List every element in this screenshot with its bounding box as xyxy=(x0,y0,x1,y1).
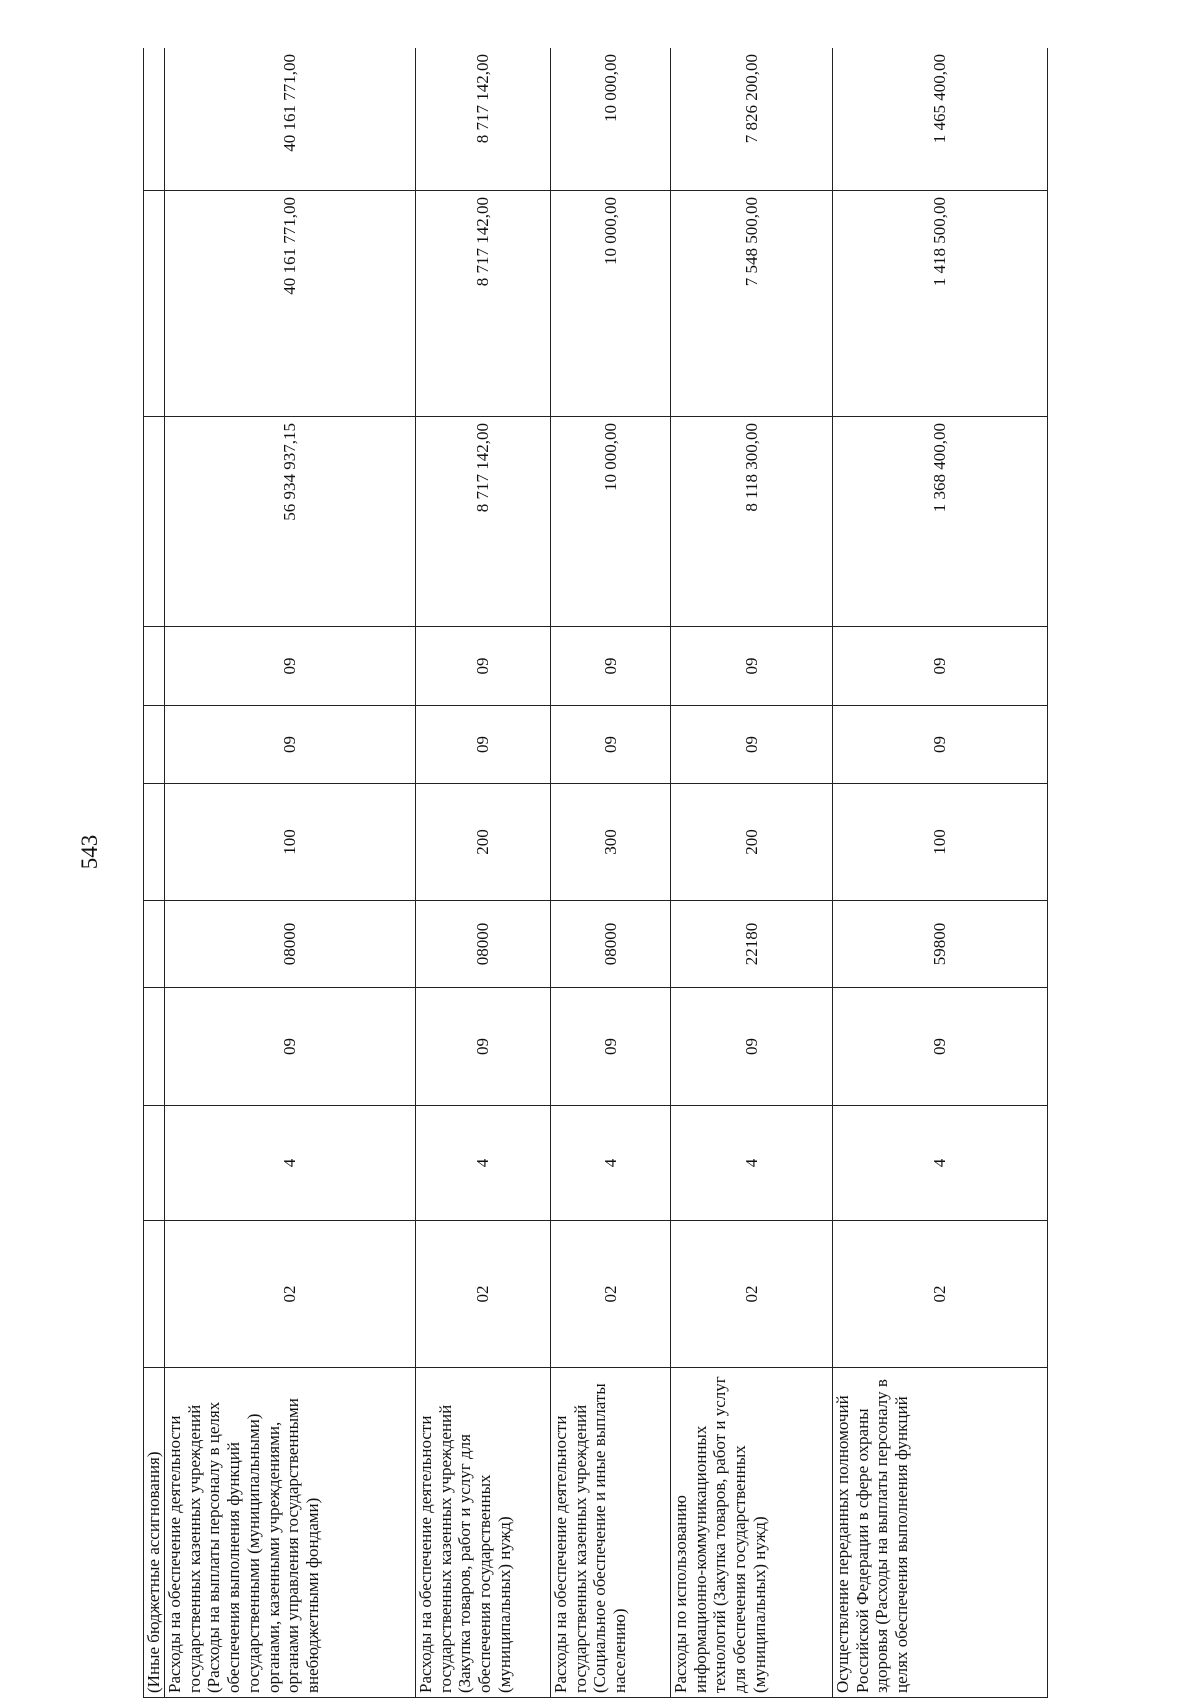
empty-cell xyxy=(144,191,165,417)
code-cell: 09 xyxy=(165,988,416,1106)
empty-cell xyxy=(144,417,165,627)
code-cell: 300 xyxy=(551,784,671,901)
empty-cell xyxy=(144,706,165,784)
amount-cell: 8 717 142,00 xyxy=(416,417,551,627)
amount-cell: 1 465 400,00 xyxy=(833,48,1048,191)
code-cell: 4 xyxy=(833,1106,1048,1221)
code-cell: 4 xyxy=(165,1106,416,1221)
table-row xyxy=(551,48,671,1698)
code-cell: 09 xyxy=(416,627,551,706)
row-description: Расходы на обеспечение деятельности государственных казенных учреждений (Социальное обеспечение и иные выплаты населению) xyxy=(551,1368,671,1698)
table-row xyxy=(144,48,165,1698)
amount-cell: 8 717 142,00 xyxy=(416,191,551,417)
table-row xyxy=(165,48,416,1698)
code-cell: 09 xyxy=(671,627,833,706)
amount-cell: 40 161 771,00 xyxy=(165,191,416,417)
row-description: Расходы по использованию информационно-коммуникационных технологий (Закупка товаров, работ и услуг для обеспечения государственных (муниципальных) нужд) xyxy=(671,1368,833,1698)
table-row xyxy=(833,48,1048,1698)
code-cell: 09 xyxy=(416,988,551,1106)
empty-cell xyxy=(144,1106,165,1221)
code-cell: 100 xyxy=(165,784,416,901)
code-cell: 4 xyxy=(551,1106,671,1221)
amount-cell: 7 826 200,00 xyxy=(671,48,833,191)
amount-cell: 10 000,00 xyxy=(551,48,671,191)
code-cell: 08000 xyxy=(551,901,671,988)
code-cell: 100 xyxy=(833,784,1048,901)
code-cell: 02 xyxy=(671,1221,833,1368)
code-cell: 09 xyxy=(833,988,1048,1106)
amount-cell: 10 000,00 xyxy=(551,417,671,627)
amount-cell: 10 000,00 xyxy=(551,191,671,417)
amount-cell: 7 548 500,00 xyxy=(671,191,833,417)
code-cell: 09 xyxy=(671,706,833,784)
code-cell: 59800 xyxy=(833,901,1048,988)
amount-cell: 56 934 937,15 xyxy=(165,417,416,627)
code-cell: 09 xyxy=(165,627,416,706)
amount-cell: 8 118 300,00 xyxy=(671,417,833,627)
budget-table xyxy=(143,48,1048,1698)
code-cell: 200 xyxy=(416,784,551,901)
code-cell: 09 xyxy=(833,706,1048,784)
code-cell: 09 xyxy=(551,627,671,706)
code-cell: 4 xyxy=(671,1106,833,1221)
amount-cell: 8 717 142,00 xyxy=(416,48,551,191)
empty-cell xyxy=(144,784,165,901)
amount-cell: 1 368 400,00 xyxy=(833,417,1048,627)
code-cell: 02 xyxy=(833,1221,1048,1368)
code-cell: 4 xyxy=(416,1106,551,1221)
empty-cell xyxy=(144,48,165,191)
empty-cell xyxy=(144,988,165,1106)
empty-cell xyxy=(144,627,165,706)
code-cell: 09 xyxy=(671,988,833,1106)
code-cell: 02 xyxy=(551,1221,671,1368)
code-cell: 08000 xyxy=(416,901,551,988)
row-description: Расходы на обеспечение деятельности государственных казенных учреждений (Закупка товаров, работ и услуг для обеспечения государственных (муниципальных) нужд) xyxy=(416,1368,551,1698)
code-cell: 02 xyxy=(165,1221,416,1368)
code-cell: 09 xyxy=(833,627,1048,706)
amount-cell: 40 161 771,00 xyxy=(165,48,416,191)
row-description: Осуществление переданных полномочий Российской Федерации в сфере охраны здоровья (Расходы на выплаты персоналу в целях обеспечения выполнения функций xyxy=(833,1368,1048,1698)
code-cell: 08000 xyxy=(165,901,416,988)
table-row xyxy=(671,48,833,1698)
empty-cell xyxy=(144,1221,165,1368)
code-cell: 22180 xyxy=(671,901,833,988)
caption-cell: (Иные бюджетные ассигнования) xyxy=(144,1368,165,1698)
page-number: 543 xyxy=(77,834,102,870)
code-cell: 09 xyxy=(416,706,551,784)
code-cell: 200 xyxy=(671,784,833,901)
amount-cell: 1 418 500,00 xyxy=(833,191,1048,417)
code-cell: 09 xyxy=(165,706,416,784)
code-cell: 09 xyxy=(551,988,671,1106)
row-description: Расходы на обеспечение деятельности государственных казенных учреждений (Расходы на выплаты персоналу в целях обеспечения выполнения функций государственными (муниципальными) органами, казенными учреждениями, органами управления государственными внебюджетными фондами) xyxy=(165,1368,416,1698)
rotated-table-container xyxy=(143,48,1053,1698)
empty-cell xyxy=(144,901,165,988)
code-cell: 09 xyxy=(551,706,671,784)
table-wrapper xyxy=(143,48,1053,1698)
table-row xyxy=(416,48,551,1698)
code-cell: 02 xyxy=(416,1221,551,1368)
